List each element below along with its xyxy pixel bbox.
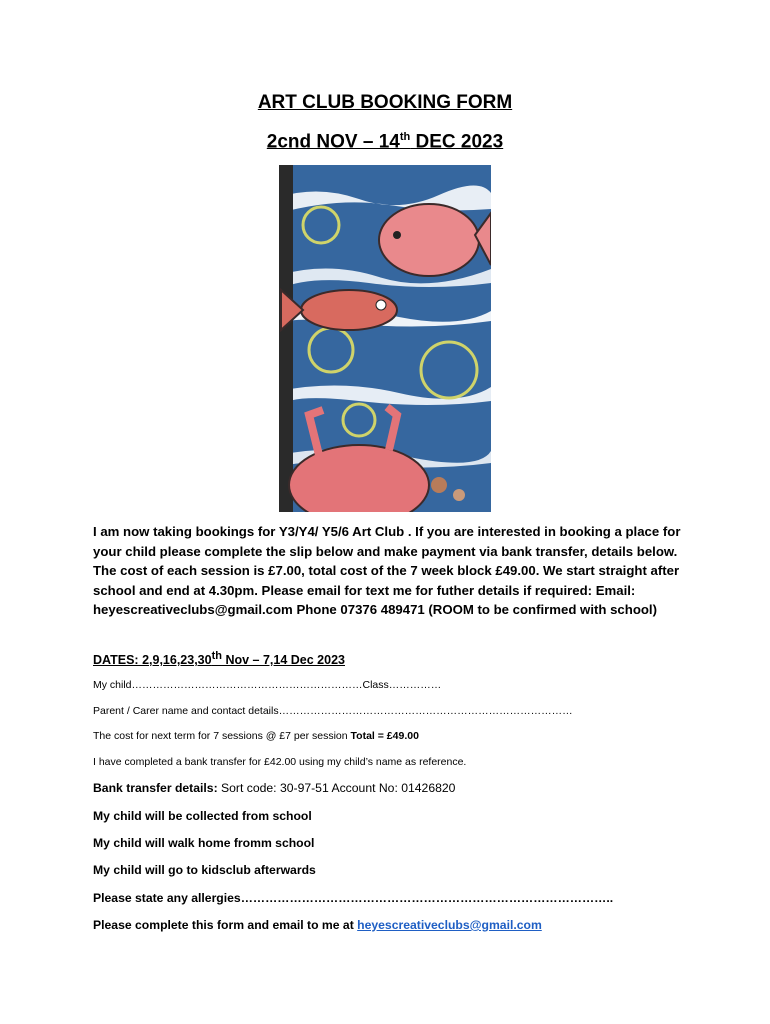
cost-text: The cost for next term for 7 sessions @ £7 per session <box>93 730 351 742</box>
option-walk-home: My child will walk home fromm school <box>93 836 315 850</box>
bank-details-line <box>93 781 455 795</box>
cost-total: Total = £49.00 <box>350 730 419 742</box>
dates-title-start: 2cnd NOV – 14 <box>266 131 400 153</box>
dates-end: Nov – 7,14 Dec 2023 <box>221 653 345 668</box>
complete-instruction <box>93 918 542 932</box>
intro-paragraph: I am now taking bookings for Y3/Y4/ Y5/6 Art Club . If you are interested in booking a place for your child please complete the slip below and make payment via bank transfer, details below. The cost of each session is £7.00, total cost of the 7 week block £49.00. We start straight after school and end at 4.30pm. Please email for text me for futher details if required: Email: heyescreativeclubs@gmail.com Phone 07376 489471 (ROOM to be confirmed with school) <box>93 524 681 617</box>
cost-line <box>93 730 419 742</box>
bank-label: Bank transfer details: <box>93 781 218 795</box>
option-collected: My child will be collected from school <box>93 809 312 823</box>
dates-start: DATES: 2,9,16,23,30 <box>93 653 212 668</box>
child-class-field: My child…………………………………………………………Class…………… <box>93 679 442 691</box>
art-image-sea-creatures <box>279 165 491 512</box>
parent-contact-field: Parent / Carer name and contact details………………………………………………………………………… <box>93 705 573 717</box>
form-title: ART CLUB BOOKING FORM <box>257 92 513 113</box>
dates-title-sup: th <box>399 131 411 143</box>
bank-details: Sort code: 30-97-51 Account No: 01426820 <box>217 781 456 795</box>
complete-text: Please complete this form and email to me at <box>93 918 358 932</box>
allergies-field: Please state any allergies……………………………………………………………………………….. <box>93 891 614 905</box>
email-link[interactable]: heyescreativeclubs@gmail.com <box>357 918 542 932</box>
option-kidsclub: My child will go to kidsclub afterwards <box>93 863 316 877</box>
session-dates <box>93 650 345 667</box>
form-dates-title <box>0 131 770 153</box>
dates-sup: th <box>211 650 222 662</box>
dates-title-end: DEC 2023 <box>410 131 504 153</box>
transfer-confirmation: I have completed a bank transfer for £42.00 using my child’s name as reference. <box>93 756 467 768</box>
